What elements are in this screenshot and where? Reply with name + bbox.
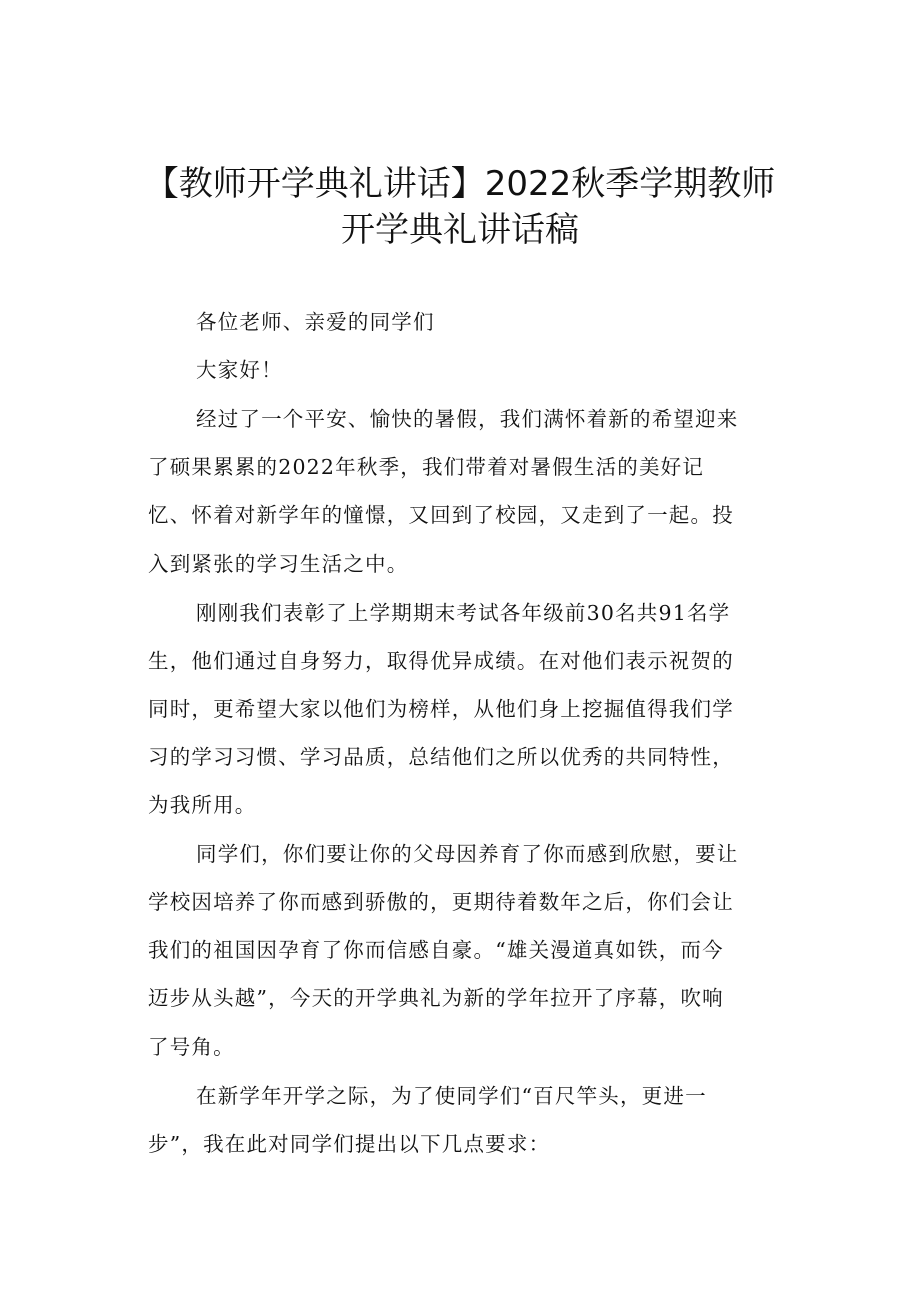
paragraph-3-line: 同学们，你们要让你的父母因养育了你而感到欣慰，要让 xyxy=(196,842,739,866)
paragraph-2-line: 为我所用。 xyxy=(148,793,257,817)
paragraph-3-line: 了号角。 xyxy=(148,1035,235,1059)
paragraph-4-line: 步”，我在此对同学们提出以下几点要求： xyxy=(148,1132,551,1156)
paragraph-1-line: 忆、怀着对新学年的憧憬，又回到了校园，又走到了一起。投 xyxy=(148,503,734,527)
document-title-line-1: 【教师开学典礼讲话】2022秋季学期教师 xyxy=(144,164,776,204)
paragraph-1-line: 经过了一个平安、愉快的暑假，我们满怀着新的希望迎来 xyxy=(196,407,739,431)
document-title-line-2: 开学典礼讲话稿 xyxy=(341,210,579,250)
paragraph-3-line: 迈步从头越”，今天的开学典礼为新的学年拉开了序幕，吹响 xyxy=(148,986,724,1010)
paragraph-2-line: 同时，更希望大家以他们为榜样，从他们身上挖掘值得我们学 xyxy=(148,697,734,721)
paragraph-4-line: 在新学年开学之际，为了使同学们“百尺竿头，更进一 xyxy=(196,1084,707,1108)
paragraph-2-line: 生，他们通过自身努力，取得优异成绩。在对他们表示祝贺的 xyxy=(148,649,734,673)
paragraph-3-line: 我们的祖国因孕育了你而信感自豪。“雄关漫道真如铁，而今 xyxy=(148,938,724,962)
paragraph-1-line: 了硕果累累的2022年秋季，我们带着对暑假生活的美好记 xyxy=(148,455,705,479)
paragraph-2-line: 习的学习习惯、学习品质，总结他们之所以优秀的共同特性， xyxy=(148,745,734,769)
paragraph-2-line: 刚刚我们表彰了上学期期末考试各年级前30名共91名学 xyxy=(196,601,731,625)
paragraph-3-line: 学校因培养了你而感到骄傲的，更期待着数年之后，你们会让 xyxy=(148,890,734,914)
greeting: 大家好！ xyxy=(196,358,283,382)
paragraph-1-line: 入到紧张的学习生活之中。 xyxy=(148,552,409,576)
salutation: 各位老师、亲爱的同学们 xyxy=(196,310,435,334)
